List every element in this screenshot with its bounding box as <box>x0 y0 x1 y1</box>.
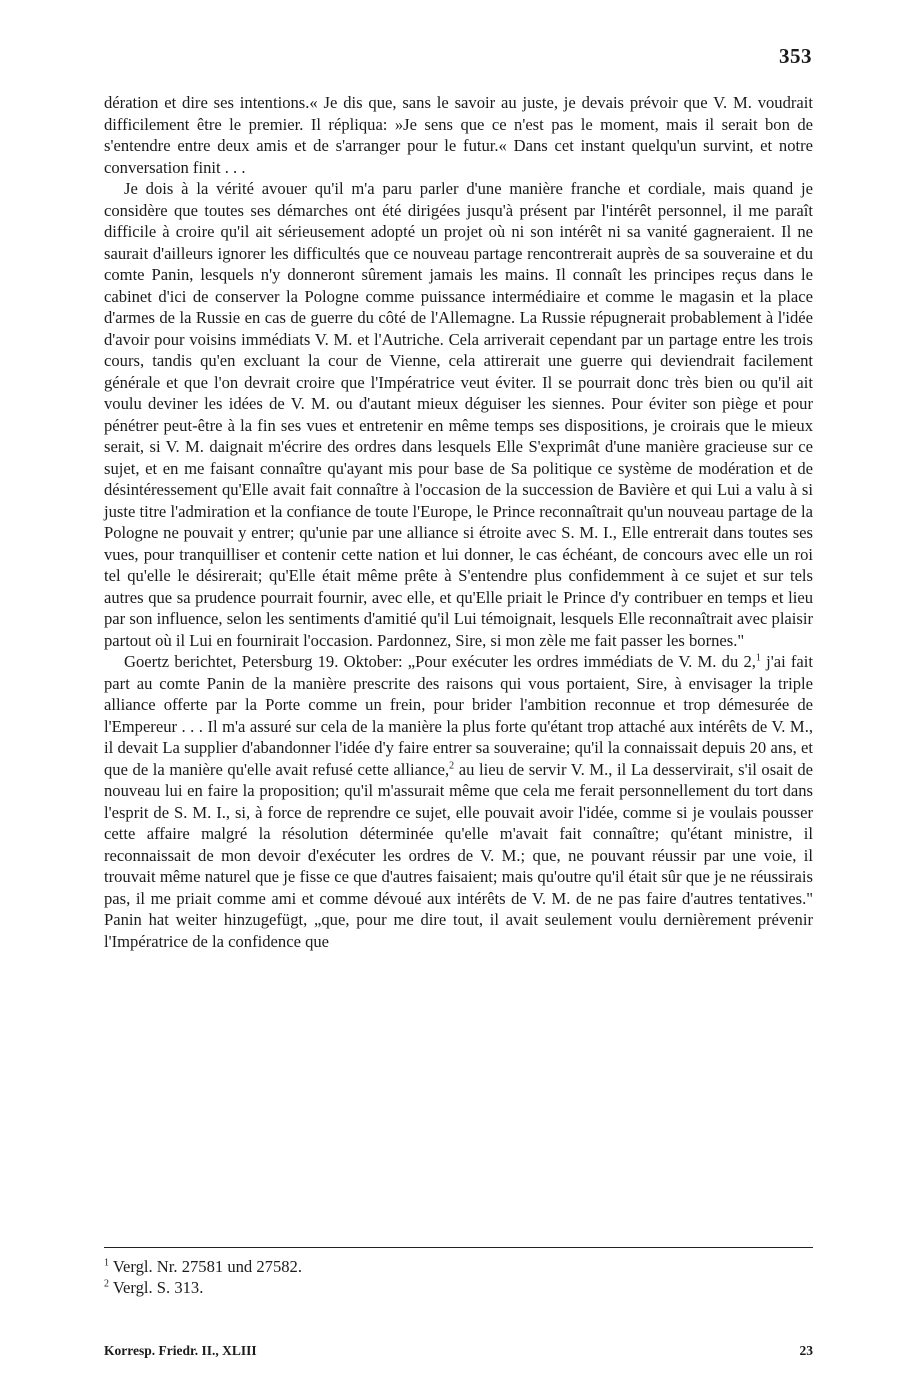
footnote-mark: 2 <box>104 1278 109 1290</box>
footnote-text: Vergl. Nr. 27581 und 27582. <box>112 1257 302 1276</box>
paragraph-3-part-2: j'ai fait part au comte Panin de la manière prescrite des raisons qui vous portaient, Sire, à envisager la triple alliance offerte par la Porte comme un frein, pour brider l'ambition reconnue et trop démesurée de l'Empereur . . . Il m'a assuré sur cela de la manière la plus forte qu'étant trop attaché aux intérêts de V. M., il devait La supplier d'abandonner l'idée d'y faire entrer sa souveraine; qu'il la connaissait depuis 20 ans, et que de la manière qu'elle avait refusé cette alliance, <box>104 652 814 779</box>
footnotes <box>104 1256 813 1298</box>
page-number: 353 <box>779 44 812 68</box>
paragraph-3-part-3: au lieu de servir V. M., il La desservirait, s'il osait de nouveau lui en faire la proposition; qu'il m'assurait même que cela me ferait personnellement du tort dans l'esprit de S. M. I., si, à force de reprendre ce sujet, elle pouvait avoir l'idée, comme si je voulais pousser cette affaire malgré la résolution déterminée qu'elle m'avait fait connaître; qu'étant ministre, il reconnaissait de mon devoir d'exécuter les ordres de V. M.; que, ne pouvant réussir par une voie, il trouvait même naturel que je fisse ce que d'autres faisaient; mais qu'outre qu'il était sûr que je ne réussirais pas, il me priait comme ami et comme dévoué aux intérêts de V. M. de ne pas faire d'autres tentatives." Panin hat weiter hinzugefügt, „que, pour me dire tout, il avait seulement voulu dernièrement prévenir l'Impératrice de la confidence que <box>104 759 813 951</box>
footer-sheet-number: 23 <box>799 1343 813 1358</box>
footnote-divider <box>104 1247 813 1248</box>
footnote-1 <box>104 1256 813 1277</box>
footnote-ref-1: 1 <box>755 652 761 664</box>
footer-signature: Korresp. Friedr. II., XLIII <box>104 1343 257 1358</box>
paragraph-3 <box>104 651 813 952</box>
paragraph-2: Je dois à la vérité avouer qu'il m'a paru parler d'une manière franche et cordiale, mais quand je considère que toutes ses démarches ont été dirigées jusqu'à présent par l'intérêt personnel, il me paraît difficile à croire qu'il ait sérieusement adopté un projet où ni son intérêt ni sa vanité gagneraient. Il ne saurait d'ailleurs ignorer les difficultés que ce nouveau partage rencontrerait auprès de sa souveraine et du comte Panin, lesquels n'y donneront sûrement jamais les mains. Il connaît les principes reçus dans le cabinet d'ici de conserver la Pologne comme puissance intermédiaire et comme le magasin et la place d'armes de la Russie en cas de guerre du côté de l'Allemagne. La Russie répugnerait probablement à l'idée d'avoir pour voisins immédiats V. M. et l'Autriche. Cela arriverait cependant par un partage entre les trois cours, tandis qu'en excluant la cour de Vienne, cela attirerait une guerre qui deviendrait facilement générale et que l'on devrait croire que l'Impératrice veut éviter. Il se pourrait donc très bien ou qu'il ait voulu deviner les idées de V. M. ou d'autant mieux déguiser les siennes. Pour éviter son piège et pour pénétrer peut-être à la fin ses vues et entretenir en même temps ses dispositions, je croirais que le mieux serait, si V. M. daignait m'écrire des ordres dans lesquels Elle S'exprimât d'une manière gracieuse sur ce sujet, et en me faisant connaître qu'ayant mis pour base de Sa politique ce système de modération et de désintéressement qu'Elle avait fait connaître à l'occasion de la succession de Bavière et qui Lui a valu à si juste titre l'admiration et la confiance de toute l'Europe, le Prince reconnaîtrait qu'un nouveau partage de la Pologne ne pouvait y entrer; qu'unie par une alliance si étroite avec S. M. I., Elle entrerait dans toutes ses vues, pour tranquilliser et contenir cette nation et lui donner, le cas échéant, de concours avec elle un roi tel qu'elle le désirerait; qu'Elle était même prête à S'entendre plus confidemment à ce sujet et sur tels autres que sa prudence pourrait fournir, avec elle, et qu'Elle priait le Prince d'y contribuer en temps et lieu par son influence, selon les sentiments d'amitié qu'il Lui témoignait, lesquels Elle reconnaîtrait avec plaisir partout où il Lui en fournirait l'occasion. Pardonnez, Sire, si mon zèle me fait passer les bornes." <box>104 179 813 650</box>
footnote-text: Vergl. S. 313. <box>112 1278 204 1297</box>
footnote-mark: 1 <box>104 1257 109 1269</box>
footnote-ref-2: 2 <box>449 759 455 771</box>
paragraph-1: dération et dire ses intentions.« Je dis que, sans le savoir au juste, je devais prévoir que V. M. voudrait difficilement être le premier. Il répliqua: »Je sens que ce n'est pas le moment, mais il serait bon de s'entendre entre deux amis et de s'arranger pour le futur.« Dans cet instant quelqu'un survint, et notre conversation finit . . . <box>104 93 813 177</box>
body-text <box>104 92 813 952</box>
paragraph-3-part-1: Goertz berichtet, Petersburg 19. Oktober: „Pour exécuter les ordres immédiats de V. M. du 2, <box>124 652 756 671</box>
footnote-2 <box>104 1277 813 1298</box>
